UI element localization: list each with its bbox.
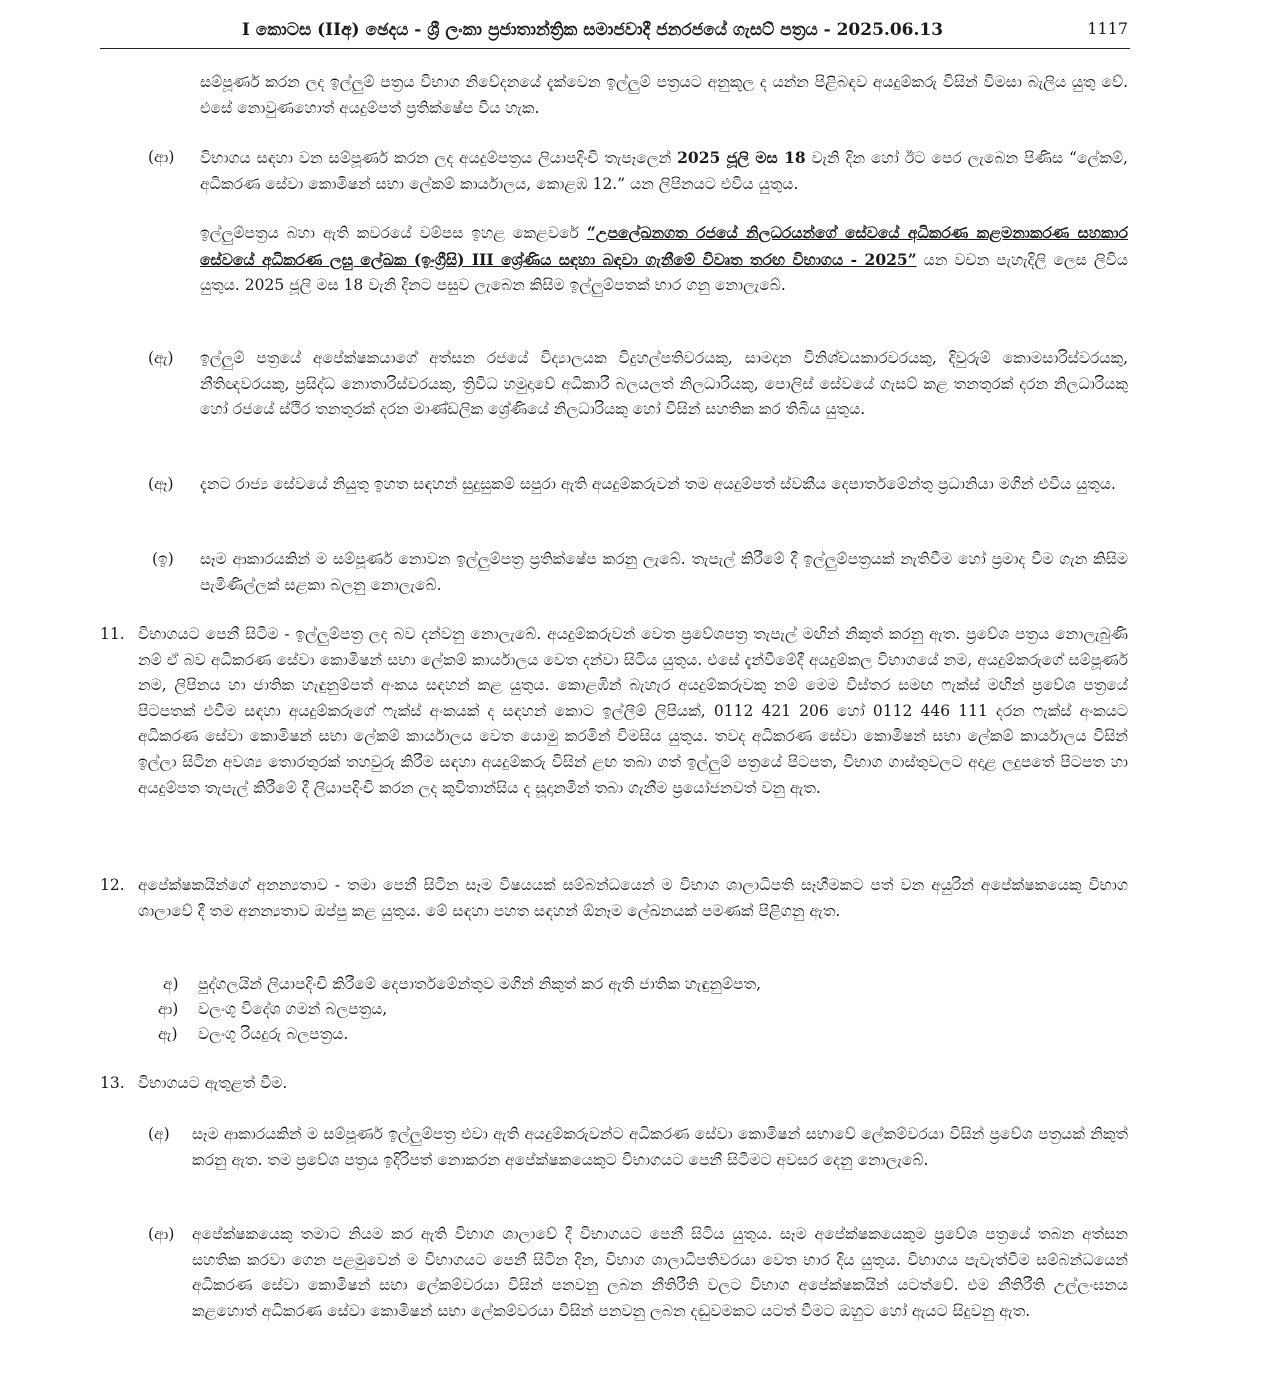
item-aa-p1-after: වැනි දින හෝ ඊට පෙර ලැබෙන පිණිස “ලේකම්, අධිකරණ සේවා කොමිෂන් සභා ලේකම් කාර්යාලය, කොළඹ 12.” යන ලිපිනයට එවිය යුතුය. — [200, 149, 1128, 193]
id-list-item: වලංගු විදේශ ගමන් බලපත්‍රය, — [198, 1000, 388, 1018]
section-13-item-a-marker: (අ) — [148, 1125, 170, 1143]
item-i-marker: (ඉ) — [152, 550, 174, 568]
item-aa-p2-after: යන වචන පැහැදිලි ලෙස ලිවිය යුතුය. 2025 ජූලි මස 18 වැනි දිනට පසුව ලැබෙන කිසිම ඉල්ලුම්පතක් භාර ගනු නොලැබේ. — [200, 250, 1129, 295]
id-list-item: පුද්ගලයින් ලියාපදිංචි කිරීමේ දෙපාර්තමේන්තුව මගින් නිකුත් කර ඇති ජාතික හැඳුනුම්පත, — [198, 975, 762, 993]
item-aa-deadline: 2025 ජූලි මස 18 — [677, 148, 806, 167]
section-13-title: විභාගයට ඇතුළත් වීම. — [138, 1074, 288, 1092]
section-13-item-aa-marker: (ආ) — [148, 1225, 175, 1243]
id-list-marker-3: ඇ) — [158, 1025, 178, 1043]
item-i-paragraph: සෑම ආකාරයකින් ම සම්පූර්ණ නොවන ඉල්ලුම්පත්‍ර ප්‍රතික්ෂේප කරනු ලැබේ. තැපැල් කිරීමේ දී ඉල්ලුම්පත්‍රයක් නැතිවීම හෝ ප්‍රමාද වීම ගැන කිසිම පැමිණිල්ලක් සළකා බලනු නොලැබේ. — [200, 550, 1128, 594]
section-13-number: 13. — [100, 1074, 125, 1092]
id-list-marker-1: අ) — [163, 975, 179, 993]
id-list-item: වලංගු රියදුරු බලපත්‍රය. — [198, 1025, 349, 1043]
section-12-number: 12. — [100, 876, 125, 894]
section-11-paragraph: විභාගයට පෙනී සිටීම - ඉල්ලුම්පත්‍ර ලද බව දන්වනු නොලැබේ. අයදුම්කරුවන් වෙත ප්‍රවේශපත්‍ර තැපැල් මඟින් නිකුත් කරනු ඇත. ප්‍රවේශ පත්‍රය නොලැබුණි නම් ඒ බව අධිකරණ සේවා කොමිෂන් සභා ලේකම් කාර්යාලය වෙත දන්වා සිටිය යුතුය. එසේ දැන්වීමේදී අයදුම්කල විභාගයේ නම, අයදුම්කරුගේ සම්පූර්ණ නම, ලිපිනය හා ජාතික හැඳුනුම්පත් අංකය සඳහන් කළ යුතුය. කොළඹින් බැහැර අයදුම්කරුවකු නම් මෙම විස්තර සමඟ ෆැක්ස් මඟින් ප්‍රවේශ පත්‍රයේ පිටපතක් එවීම සඳහා අයදුම්කරුගේ ෆැක්ස් අංකයක් ද සඳහන් කොට ඉල්ලීම් ලිපියක්, 0112 421 206 හෝ 0112 446 111 දරන ෆැක්ස් අංකයට අධිකරණ සේවා කොමිෂන් සභා ලේකම් කාර්යාලය වෙත යොමු කරමින් විමසිය යුතුය. තවද අධිකරණ සේවා කොමිෂන් සභා ලේකම් කාර්යාලය විසින් ඉල්ලා සිටින අවශ්‍ය තොරතුරක් තහවුරු කිරීම සඳහා අයදුම්කරු විසින් ළඟ තබා ගත් ඉල්ලුම් පත්‍රයේ පිටපත, විභාග ගාස්තුවලට අදාළ ලදුපතේ පිටපත හා අයදුම්පත තැපැල් කිරීමේ දී ලියාපදිංචි කරන ලද කුවිතාන්සිය ද සූදානමින් තබා ගැනීම ප්‍රයෝජනවත් වනු ඇත. — [138, 625, 1128, 797]
section-12-paragraph: අපේක්ෂකයින්ගේ අනන්‍යතාව - තමා පෙනී සිටින සෑම විෂයයක් සම්බන්ධයෙන් ම විභාග ශාලාධිපති සෑහීමකට පත් වන අයුරින් අපේක්ෂකයෙකු විභාග ශාලාවේ දී තම අනන්‍යතාව ඔප්පු කළ යුතුය. මේ සඳහා පහත සඳහන් ඕනෑම ලේඛනයක් පමණක් පිළිගනු ඇත. — [138, 876, 1128, 920]
item-aa-paragraph-2 — [200, 220, 1128, 299]
item-aee-marker: (ඈ) — [148, 475, 174, 493]
section-11-number: 11. — [100, 625, 125, 643]
intro-paragraph: සම්පූර්ණ කරන ලද ඉල්ලුම් පත්‍රය විභාග නිවේදනයේ දැක්වෙන ඉල්ලුම් පත්‍රයට අනුකූල ද යන්න පිළිබඳව අයදුම්කරු විසින් විමසා බැලිය යුතු වේ. එසේ නොවුණහොත් අයදුම්පත් ප්‍රතික්ෂේප විය හැක. — [200, 73, 1128, 117]
item-aa-marker: (ආ) — [148, 148, 175, 166]
item-aa-p1-before: විභාගය සඳහා වන සම්පූර්ණ කරන ලද අයදුම්පත්‍රය ලියාපදිංචි තැපෑලෙන් — [200, 149, 678, 167]
section-13-item-aa-paragraph: අපේක්ෂකයෙකු තමාට නියම කර ඇති විභාග ශාලාවේ දී විභාගයට පෙනී සිටිය යුතුය. සෑම අපේක්ෂකයෙකුම ප්‍රවේශ පත්‍රයේ තබන අත්සන සහතික කරවා ගෙන පළමුවෙන් ම විභාගයට පෙනී සිටින දින, විභාග ශාලාධිපතිවරයා වෙත භාර දිය යුතුය. විභාගය පැවැත්වීම සම්බන්ධයෙන් අධිකරණ සේවා කොමිෂන් සභා ලේකම්වරයා විසින් පනවනු ලබන නීතිරීති වලට විභාග අපේක්ෂකයින් යටත්වේ. එම නීතිරීති උල්ලංඝනය කළහොත් අධිකරණ සේවා කොමිෂන් සභා ලේකම්වරයා විසින් පනවනු ලබන දඬුවමකට යටත් වීමට ඔහුට හෝ ඇයට සිදුවනු ඇත. — [192, 1225, 1128, 1320]
item-ae-marker: (ඇ) — [148, 349, 174, 367]
item-aa-exam-title: “උපලේඛනගත රජයේ නිලධරයන්ගේ සේවයේ අධිකරණ කළමනාකරණ සහකාර සේවයේ අධිකරණ ලඝු ලේඛක (ඉංග්‍රීසි) III ශ්‍රේණිය සඳහා බඳවා ගැනීමේ විවෘත තරඟ විභාගය - 2025” — [200, 223, 1128, 269]
id-list-marker-2: ආ) — [158, 1000, 179, 1018]
page-number: 1117 — [1087, 19, 1128, 38]
item-ae-paragraph: ඉල්ලුම් පත්‍රයේ අපේක්ෂකයාගේ අත්සන රජයේ විද්‍යාලයක විදුහල්පතිවරයකු, සාමදාන විනිශ්චයකාරවරයකු, දිවුරුම් කොමසාරිස්වරයකු, නීතිඥවරයකු, ප්‍රසිද්ධ නොතාරිස්වරයකු, ත්‍රිවිධ හමුදාවේ අධිකාරී බලයලත් නිලධාරියකු, පොලිස් සේවයේ ගැසට් කළ තනතුරක් දරන නිලධාරියකු හෝ රජයේ ස්ථිර තනතුරක් දරන මාණ්ඩලික ශ්‍රේණියේ නිලධාරියකු හෝ විසින් සහතික කර තිබිය යුතුය. — [200, 349, 1128, 419]
item-aa-p2-before: ඉල්ලුම්පත්‍රය බහා ඇති කවරයේ වම්පස ඉහළ කෙළවරේ — [200, 224, 587, 242]
header-title: I කොටස (IIඅ) ඡෙදය - ශ්‍රී ලංකා ප්‍රජාතාන්ත්‍රික සමාජවාදී ජනරජයේ ගැසට් පත්‍රය - 2025.06.13 — [241, 20, 944, 40]
item-aee-paragraph: දැනට රාජ්‍ය සේවයේ නියුතු ඉහත සඳහන් සුදුසුකම් සපුරා ඇති අයදුම්කරුවන් තම අයදුම්පත් ස්වකීය දෙපාර්තමේන්තු ප්‍රධානියා මගින් එවිය යුතුය. — [200, 475, 1116, 493]
section-13-item-a-paragraph: සෑම ආකාරයකින් ම සම්පූර්ණ ඉල්ලුම්පත්‍ර එවා ඇති අයදුම්කරුවන්ට අධිකරණ සේවා කොමිෂන් සභාවේ ලේකම්වරයා විසින් ප්‍රවේශ පත්‍රයක් නිකුත් කරනු ඇත. තම ප්‍රවේශ පත්‍රය ඉදිරිපත් නොකරන අපේක්ෂකයෙකුට විභාගයට පෙනී සිටීමට අවසර දෙනු නොලැබේ. — [192, 1125, 1128, 1169]
item-aa-paragraph-1 — [200, 145, 1128, 197]
gazette-header — [100, 0, 1130, 49]
